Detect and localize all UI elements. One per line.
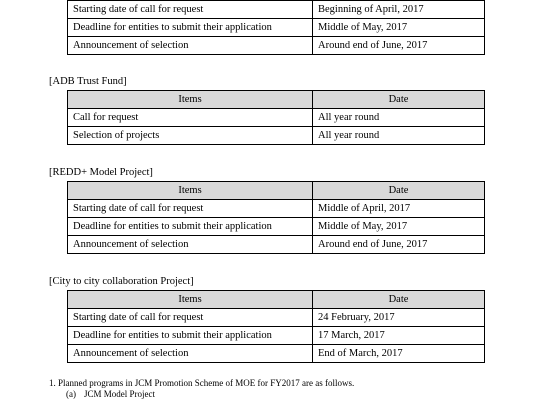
table-cell-item: Deadline for entities to submit their application bbox=[68, 19, 313, 37]
table-row bbox=[68, 309, 485, 327]
schedule-table-city bbox=[67, 290, 485, 363]
table-cell-item: Starting date of call for request bbox=[68, 200, 313, 218]
table-cell-item: Starting date of call for request bbox=[68, 309, 313, 327]
table-cell-item: Starting date of call for request bbox=[68, 1, 313, 19]
table-row bbox=[68, 109, 485, 127]
table-row bbox=[68, 236, 485, 254]
column-header-items: Items bbox=[68, 291, 313, 309]
table-row bbox=[68, 37, 485, 55]
schedule-table-jcm-model bbox=[67, 0, 485, 55]
table-cell-date: Around end of June, 2017 bbox=[313, 37, 485, 55]
table-cell-date: Middle of May, 2017 bbox=[313, 19, 485, 37]
table-row bbox=[68, 19, 485, 37]
table-cell-date: 24 February, 2017 bbox=[313, 309, 485, 327]
table-cell-item: Deadline for entities to submit their application bbox=[68, 218, 313, 236]
table-cell-date: End of March, 2017 bbox=[313, 345, 485, 363]
table-cell-date: Middle of April, 2017 bbox=[313, 200, 485, 218]
table-cell-date: Beginning of April, 2017 bbox=[313, 1, 485, 19]
footnote-subitem bbox=[66, 389, 155, 400]
table-row bbox=[68, 327, 485, 345]
column-header-items: Items bbox=[68, 182, 313, 200]
footnote-text: 1. Planned programs in JCM Promotion Scheme of MOE for FY2017 are as follows. bbox=[49, 378, 355, 388]
table-cell-date: All year round bbox=[313, 127, 485, 145]
table-row bbox=[68, 345, 485, 363]
schedule-table-redd bbox=[67, 181, 485, 254]
table-cell-item: Announcement of selection bbox=[68, 345, 313, 363]
footnote-subitem-label: (a) bbox=[66, 389, 76, 399]
table-cell-date: Around end of June, 2017 bbox=[313, 236, 485, 254]
column-header-items: Items bbox=[68, 91, 313, 109]
table-cell-item: Deadline for entities to submit their application bbox=[68, 327, 313, 345]
table-row bbox=[68, 1, 485, 19]
table-cell-item: Announcement of selection bbox=[68, 236, 313, 254]
section-heading-city: [City to city collaboration Project] bbox=[49, 276, 194, 287]
table-cell-item: Selection of projects bbox=[68, 127, 313, 145]
column-header-date: Date bbox=[313, 291, 485, 309]
column-header-date: Date bbox=[313, 182, 485, 200]
section-heading-adb: [ADB Trust Fund] bbox=[49, 76, 127, 87]
table-row bbox=[68, 200, 485, 218]
table-header-row bbox=[68, 182, 485, 200]
table-header-row bbox=[68, 291, 485, 309]
schedule-table-adb bbox=[67, 90, 485, 145]
table-cell-date: 17 March, 2017 bbox=[313, 327, 485, 345]
column-header-date: Date bbox=[313, 91, 485, 109]
section-heading-redd: [REDD+ Model Project] bbox=[49, 167, 153, 178]
table-cell-item: Announcement of selection bbox=[68, 37, 313, 55]
footnote-subitem-text: JCM Model Project bbox=[84, 389, 155, 399]
table-row bbox=[68, 127, 485, 145]
table-header-row bbox=[68, 91, 485, 109]
table-row bbox=[68, 218, 485, 236]
table-cell-item: Call for request bbox=[68, 109, 313, 127]
table-cell-date: All year round bbox=[313, 109, 485, 127]
table-cell-date: Middle of May, 2017 bbox=[313, 218, 485, 236]
